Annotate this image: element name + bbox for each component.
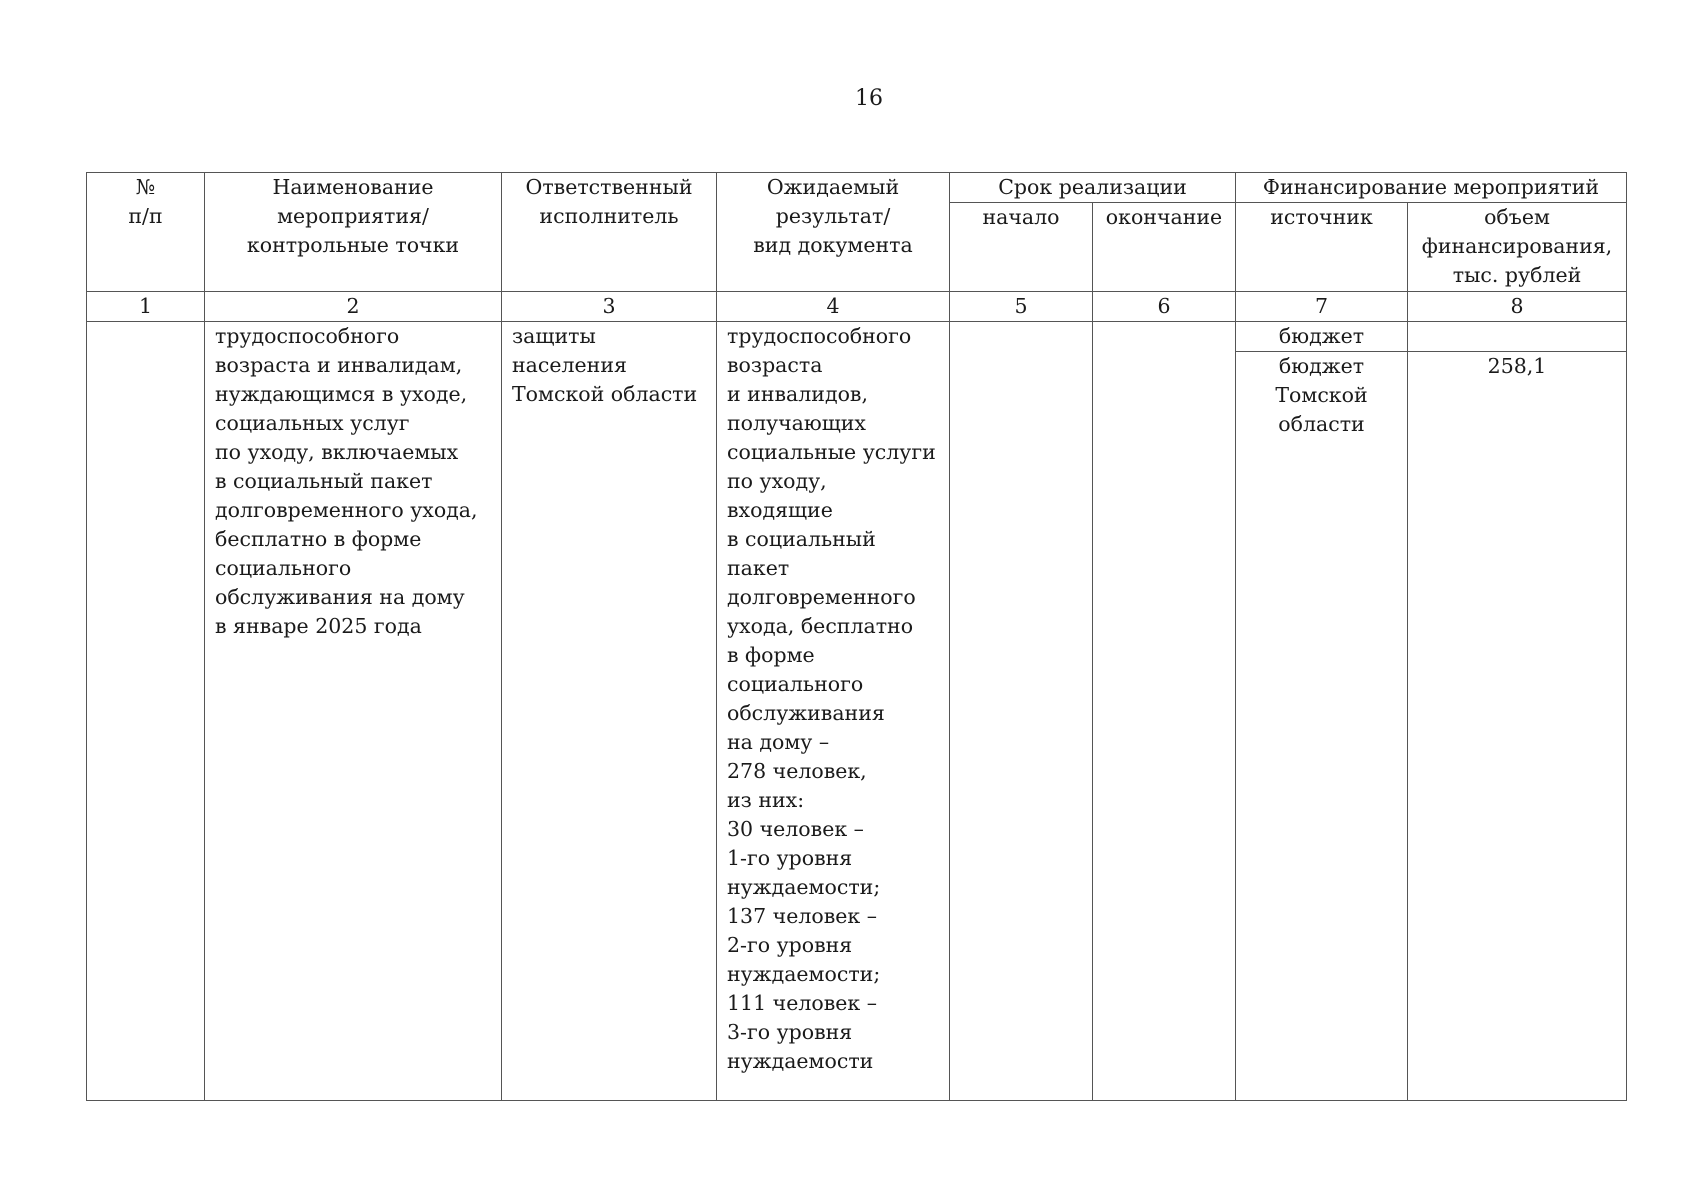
row-name: трудоспособного возраста и инвалидам, нуждающимся в уходе, социальных услуг по уходу, включаемых в социальный пакет долговременного ухода, бесплатно в форме социального обслуживания на дому в январе 2025 года (205, 322, 502, 1101)
header-fin-source: источник (1236, 203, 1408, 292)
activities-table (86, 172, 1627, 1101)
row-executor: защиты населения Томской области (502, 322, 717, 1101)
row-start (950, 322, 1093, 1101)
column-numbers-row (87, 292, 1627, 322)
row-source-tomsk-budget: бюджет Томской области (1236, 352, 1408, 1101)
table-row (87, 322, 1627, 352)
column-number: 6 (1093, 292, 1236, 322)
row-num (87, 322, 205, 1101)
header-num: № п/п (87, 173, 205, 292)
column-number: 5 (950, 292, 1093, 322)
row-volume-tomsk-budget: 258,1 (1408, 352, 1627, 1101)
column-number: 8 (1408, 292, 1627, 322)
header-period: Срок реализации (950, 173, 1236, 203)
row-end (1093, 322, 1236, 1101)
column-number: 7 (1236, 292, 1408, 322)
header-row-1 (87, 173, 1627, 203)
header-fin-volume: объем финансирования, тыс. рублей (1408, 203, 1627, 292)
header-name: Наименование мероприятия/ контрольные точки (205, 173, 502, 292)
row-source-budget: бюджет (1236, 322, 1408, 352)
row-volume-budget (1408, 322, 1627, 352)
column-number: 4 (717, 292, 950, 322)
header-result: Ожидаемый результат/ вид документа (717, 173, 950, 292)
column-number: 2 (205, 292, 502, 322)
header-period-end: окончание (1093, 203, 1236, 292)
row-result: трудоспособного возраста и инвалидов, получающих социальные услуги по уходу, входящие в социальный пакет долговременного ухода, бесплатно в форме социального обслуживания на дому – 278 человек, из них: 30 человек – 1-го уровня нуждаемости; 137 человек – 2-го уровня нуждаемости; 111 человек – 3-го уровня нуждаемости (717, 322, 950, 1101)
page-number: 16 (855, 86, 883, 111)
header-period-start: начало (950, 203, 1093, 292)
header-financing: Финансирование мероприятий (1236, 173, 1627, 203)
column-number: 3 (502, 292, 717, 322)
column-number: 1 (87, 292, 205, 322)
header-executor: Ответственный исполнитель (502, 173, 717, 292)
